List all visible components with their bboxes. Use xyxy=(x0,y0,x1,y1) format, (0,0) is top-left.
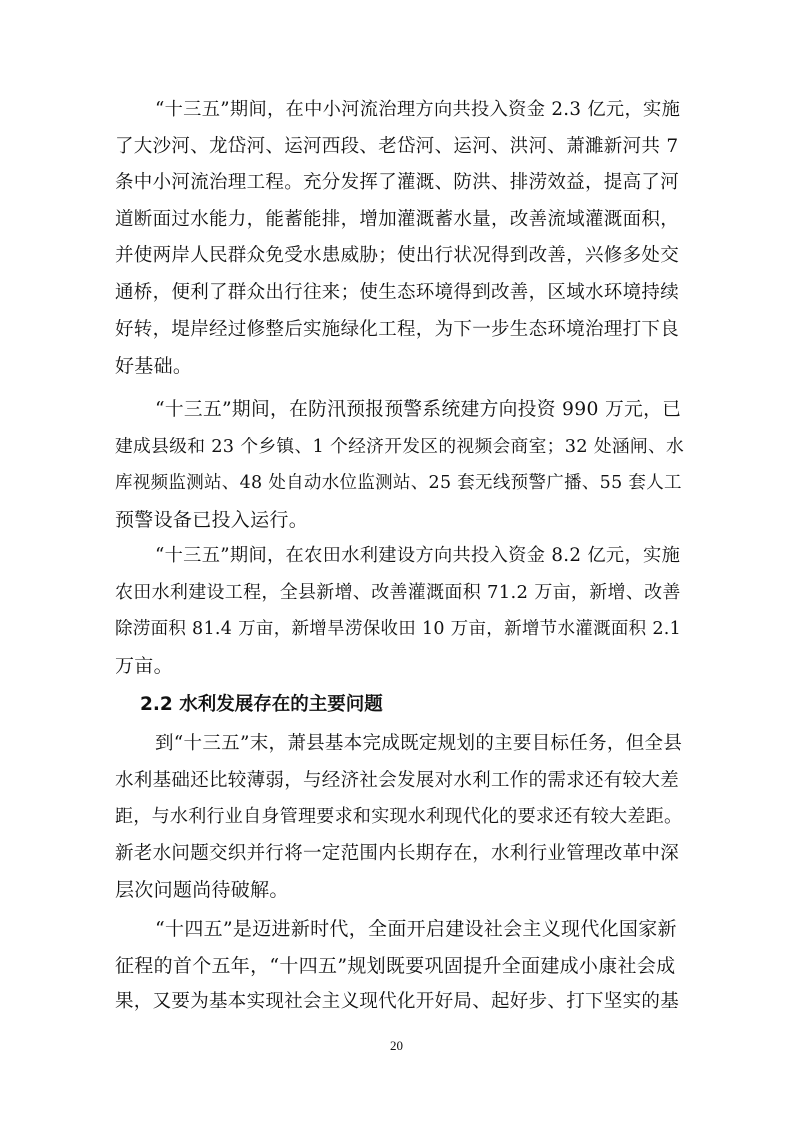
text-line: “十四五”是迈进新时代，全面开启建设社会主义现代化国家新 xyxy=(155,918,677,940)
paragraph-1 xyxy=(115,92,685,385)
text-line: “十三五”期间，在农田水利建设方向共投入资金 8.2 亿元，实施 xyxy=(155,545,681,566)
paragraph-2 xyxy=(115,392,685,538)
text-line: 通桥，便利了群众出行往来；使生态环境得到改善，区域水环境持续 xyxy=(115,281,680,303)
text-line: 了大沙河、龙岱河、运河西段、老岱河、运河、洪河、萧濉新河共 7 xyxy=(115,135,679,157)
text-line: 果，又要为基本实现社会主义现代化开好局、起好步、打下坚实的基 xyxy=(115,991,680,1013)
text-line: 道断面过水能力，能蓄能排，增加灌溉蓄水量，改善流域灌溉面积， xyxy=(115,208,680,230)
text-line: “十三五”期间，在中小河流治理方向共投入资金 2.3 亿元，实施 xyxy=(155,99,681,120)
text-line: 新老水问题交织并行将一定范围内长期存在，水利行业管理改革中深 xyxy=(115,842,680,864)
page-number: 20 xyxy=(390,1038,403,1053)
text-line: 库视频监测站、48 处自动水位监测站、25 套无线预警广播、55 套人工 xyxy=(115,473,682,494)
text-line: 水利基础还比较薄弱，与经济社会发展对水利工作的需求还有较大差 xyxy=(115,769,680,791)
text-line: 层次问题尚待破解。 xyxy=(115,879,289,902)
text-line: 到“十三五”末，萧县基本完成既定规划的主要目标任务，但全县 xyxy=(155,733,683,754)
text-line: 建成县级和 23 个乡镇、1 个经济开发区的视频会商室；32 处涵闸、水 xyxy=(115,436,685,457)
text-line: 距，与水利行业自身管理要求和实现水利现代化的要求还有较大差距。 xyxy=(115,806,683,828)
text-line: 除涝面积 81.4 万亩，新增旱涝保收田 10 万亩，新增节水灌溉面积 2.1 xyxy=(115,619,682,640)
paragraph-3 xyxy=(115,538,685,684)
text-line: “十三五”期间，在防汛预报预警系统建方向投资 990 万元，已 xyxy=(155,399,682,420)
text-line: 并使两岸人民群众免受水患威胁；使出行状况得到改善，兴修多处交 xyxy=(115,245,680,267)
section-heading: 2.2 水利发展存在的主要问题 xyxy=(140,694,383,715)
paragraph-4 xyxy=(115,726,685,909)
paragraph-5 xyxy=(115,911,685,1021)
text-line: 预警设备已投入运行。 xyxy=(115,508,309,531)
text-line: 农田水利建设工程，全县新增、改善灌溉面积 71.2 万亩，新增、改善 xyxy=(115,581,681,603)
text-line: 征程的首个五年，“十四五”规划既要巩固提升全面建成小康社会成 xyxy=(115,954,676,977)
text-line: 好基础。 xyxy=(115,355,193,378)
text-line: 好转，堤岸经过修整后实施绿化工程，为下一步生态环境治理打下良 xyxy=(115,318,680,340)
text-line: 万亩。 xyxy=(115,654,173,677)
text-line: 条中小河流治理工程。充分发挥了灌溉、防洪、排涝效益，提高了河 xyxy=(115,172,680,194)
